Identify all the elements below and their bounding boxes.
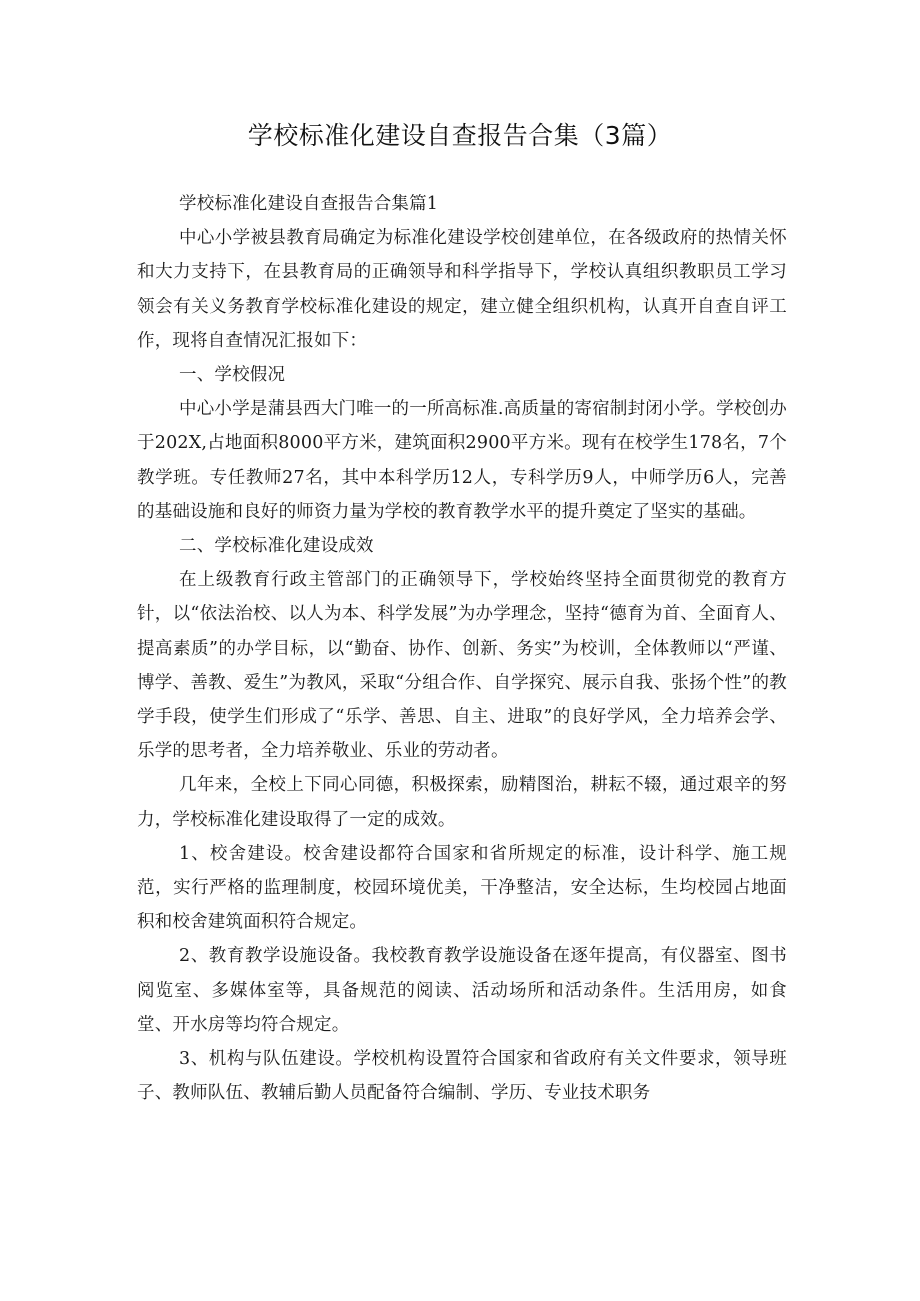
paragraph: 2、教育教学设施设备。我校教育教学设施设备在逐年提高，有仪器室、图书阅览室、多媒体室等，具备规范的阅读、活动场所和活动条件。生活用房，如食堂、开水房等均符合规定。 (137, 946, 787, 1035)
paragraph: 几年来，全校上下同心同德，积极探索，励精图治，耕耘不辍，通过艰辛的努力，学校标准化建设取得了一定的成效。 (137, 775, 787, 830)
paragraph: 中心小学是蒲县西大门唯一的一所高标准.高质量的寄宿制封闭小学。学校创办于202X,占地面积8000平方米，建筑面积2900平方米。现有在校学生178名，7个教学班。专任教师27名，其中本科学历12人，专科学历9人，中师学历6人，完善的基础设施和良好的师资力量为学校的教育教学水平的提升奠定了坚实的基础。 (137, 399, 787, 522)
section-heading: 二、学校标准化建设成效 (179, 536, 374, 557)
paragraph: 在上级教育行政主管部门的正确领导下，学校始终坚持全面贯彻党的教育方针，以“依法治校、以人为本、科学发展”为办学理念，坚持“德育为首、全面育人、提高素质”的办学目标，以“勤奋、协作、创新、务实”为校训，全体教师以“严谨、博学、善教、爱生”为教风，采取“分组合作、自学探究、展示自我、张扬个性”的教学手段，使学生们形成了“乐学、善思、自主、进取”的良好学风，全力培养会学、乐学的思考者，全力培养敬业、乐业的劳动者。 (137, 570, 787, 762)
paragraph: 1、校舍建设。校舍建设都符合国家和省所规定的标准，设计科学、施工规范，实行严格的监理制度，校园环境优美，干净整洁，安全达标，生均校园占地面积和校舍建筑面积符合规定。 (137, 843, 787, 933)
paragraph: 3、机构与队伍建设。学校机构设置符合国家和省政府有关文件要求，领导班子、教师队伍、教辅后勤人员配备符合编制、学历、专业技术职务 (137, 1049, 787, 1104)
section-heading: 一、学校假况 (179, 365, 286, 386)
document-body (137, 187, 787, 1110)
document-title: 学校标准化建设自查报告合集（3篇） (247, 121, 673, 150)
section-heading: 学校标准化建设自查报告合集篇1 (179, 194, 439, 214)
paragraph: 中心小学被县教育局确定为标准化建设学校创建单位，在各级政府的热情关怀和大力支持下，在县教育局的正确领导和科学指导下，学校认真组织教职员工学习领会有关义务教育学校标准化建设的规定，建立健全组织机构，认真开自查自评工作，现将自查情况汇报如下： (137, 228, 787, 351)
